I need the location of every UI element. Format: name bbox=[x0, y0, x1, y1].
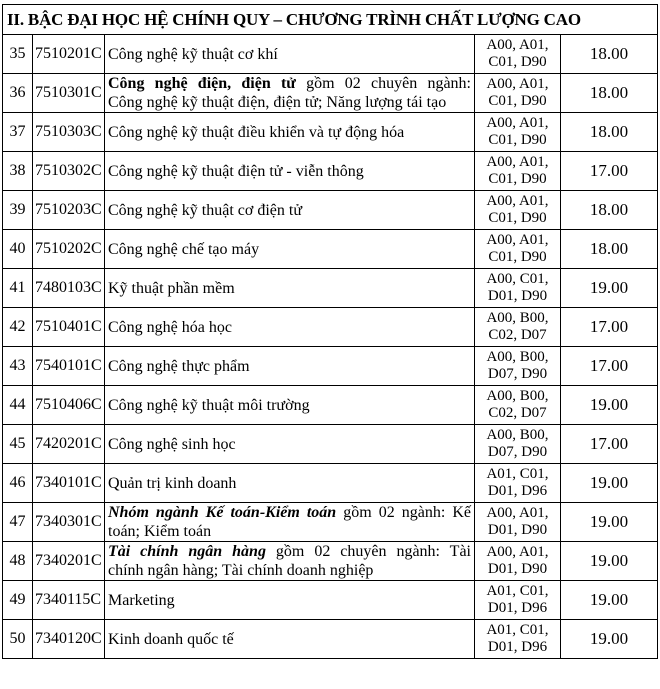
row-number: 41 bbox=[3, 269, 33, 308]
major-name: Công nghệ thực phẩm bbox=[105, 347, 475, 386]
row-number: 38 bbox=[3, 152, 33, 191]
major-code: 7510201C bbox=[33, 35, 105, 74]
subject-combination: A01, C01, D01, D96 bbox=[475, 464, 561, 503]
major-code: 7340115C bbox=[33, 581, 105, 620]
table-row bbox=[3, 230, 658, 269]
row-number: 50 bbox=[3, 620, 33, 659]
table-row bbox=[3, 35, 658, 74]
table-row bbox=[3, 152, 658, 191]
cutoff-score: 19.00 bbox=[561, 269, 658, 308]
subject-combination: A01, C01, D01, D96 bbox=[475, 620, 561, 659]
cutoff-score: 18.00 bbox=[561, 113, 658, 152]
subject-combination: A00, A01, C01, D90 bbox=[475, 191, 561, 230]
table-row bbox=[3, 542, 658, 581]
cutoff-score: 18.00 bbox=[561, 230, 658, 269]
table-row bbox=[3, 386, 658, 425]
subject-combination: A00, B00, D07, D90 bbox=[475, 347, 561, 386]
cutoff-score: 17.00 bbox=[561, 308, 658, 347]
row-number: 39 bbox=[3, 191, 33, 230]
row-number: 47 bbox=[3, 503, 33, 542]
row-number: 44 bbox=[3, 386, 33, 425]
major-name: Công nghệ sinh học bbox=[105, 425, 475, 464]
table-row bbox=[3, 191, 658, 230]
cutoff-score: 19.00 bbox=[561, 581, 658, 620]
major-name: Công nghệ hóa học bbox=[105, 308, 475, 347]
major-code: 7340120C bbox=[33, 620, 105, 659]
major-code: 7510203C bbox=[33, 191, 105, 230]
major-name: Kỹ thuật phần mềm bbox=[105, 269, 475, 308]
major-code: 7510401C bbox=[33, 308, 105, 347]
major-code: 7510406C bbox=[33, 386, 105, 425]
row-number: 35 bbox=[3, 35, 33, 74]
major-code: 7480103C bbox=[33, 269, 105, 308]
cutoff-score: 17.00 bbox=[561, 152, 658, 191]
major-name-emphasis: Công nghệ điện, điện tử bbox=[108, 75, 296, 92]
table-row bbox=[3, 503, 658, 542]
major-name: Công nghệ kỹ thuật môi trường bbox=[105, 386, 475, 425]
major-code: 7510303C bbox=[33, 113, 105, 152]
cutoff-score: 17.00 bbox=[561, 425, 658, 464]
table-row bbox=[3, 620, 658, 659]
subject-combination: A00, C01, D01, D90 bbox=[475, 269, 561, 308]
cutoff-score: 18.00 bbox=[561, 74, 658, 113]
table-row bbox=[3, 308, 658, 347]
cutoff-score: 17.00 bbox=[561, 347, 658, 386]
major-code: 7510302C bbox=[33, 152, 105, 191]
major-name: Công nghệ kỹ thuật cơ điện tử bbox=[105, 191, 475, 230]
subject-combination: A00, A01, C01, D90 bbox=[475, 35, 561, 74]
row-number: 49 bbox=[3, 581, 33, 620]
major-name: Nhóm ngành Kế toán-Kiểm toán gồm 02 ngành: Kế toán; Kiểm toán bbox=[105, 503, 475, 542]
cutoff-score: 19.00 bbox=[561, 542, 658, 581]
table-row bbox=[3, 425, 658, 464]
major-code: 7420201C bbox=[33, 425, 105, 464]
subject-combination: A01, C01, D01, D96 bbox=[475, 581, 561, 620]
row-number: 46 bbox=[3, 464, 33, 503]
row-number: 48 bbox=[3, 542, 33, 581]
row-number: 43 bbox=[3, 347, 33, 386]
major-code: 7510202C bbox=[33, 230, 105, 269]
table-row bbox=[3, 581, 658, 620]
subject-combination: A00, A01, C01, D90 bbox=[475, 152, 561, 191]
major-name: Công nghệ kỹ thuật điện tử - viễn thông bbox=[105, 152, 475, 191]
subject-combination: A00, B00, D07, D90 bbox=[475, 425, 561, 464]
subject-combination: A00, B00, C02, D07 bbox=[475, 308, 561, 347]
table-row bbox=[3, 269, 658, 308]
cutoff-score: 19.00 bbox=[561, 503, 658, 542]
row-number: 42 bbox=[3, 308, 33, 347]
subject-combination: A00, A01, C01, D90 bbox=[475, 74, 561, 113]
major-name-emphasis: Tài chính ngân hàng bbox=[108, 543, 266, 560]
subject-combination: A00, A01, D01, D90 bbox=[475, 542, 561, 581]
row-number: 37 bbox=[3, 113, 33, 152]
major-name: Kinh doanh quốc tế bbox=[105, 620, 475, 659]
major-name: Marketing bbox=[105, 581, 475, 620]
cutoff-score: 19.00 bbox=[561, 464, 658, 503]
row-number: 36 bbox=[3, 74, 33, 113]
subject-combination: A00, A01, D01, D90 bbox=[475, 503, 561, 542]
major-name-emphasis: Nhóm ngành Kế toán-Kiểm toán bbox=[108, 504, 337, 521]
major-name: Công nghệ chế tạo máy bbox=[105, 230, 475, 269]
major-name: Công nghệ kỹ thuật điều khiển và tự động hóa bbox=[105, 113, 475, 152]
subject-combination: A00, A01, C01, D90 bbox=[475, 113, 561, 152]
section-header-row bbox=[3, 5, 658, 35]
major-name: Quản trị kinh doanh bbox=[105, 464, 475, 503]
admission-score-table bbox=[2, 4, 658, 659]
major-name: Công nghệ kỹ thuật cơ khí bbox=[105, 35, 475, 74]
major-code: 7340301C bbox=[33, 503, 105, 542]
cutoff-score: 18.00 bbox=[561, 35, 658, 74]
row-number: 45 bbox=[3, 425, 33, 464]
table-row bbox=[3, 347, 658, 386]
cutoff-score: 19.00 bbox=[561, 386, 658, 425]
major-code: 7510301C bbox=[33, 74, 105, 113]
major-name: Công nghệ điện, điện tử gồm 02 chuyên ngành: Công nghệ kỹ thuật điện, điện tử; Năng lượng tái tạo bbox=[105, 74, 475, 113]
major-code: 7340101C bbox=[33, 464, 105, 503]
section-title: II. BẬC ĐẠI HỌC HỆ CHÍNH QUY – CHƯƠNG TRÌNH CHẤT LƯỢNG CAO bbox=[3, 5, 658, 35]
cutoff-score: 18.00 bbox=[561, 191, 658, 230]
subject-combination: A00, B00, C02, D07 bbox=[475, 386, 561, 425]
cutoff-score: 19.00 bbox=[561, 620, 658, 659]
table-row bbox=[3, 464, 658, 503]
table-row bbox=[3, 113, 658, 152]
row-number: 40 bbox=[3, 230, 33, 269]
major-name: Tài chính ngân hàng gồm 02 chuyên ngành: Tài chính ngân hàng; Tài chính doanh nghiệp bbox=[105, 542, 475, 581]
major-code: 7540101C bbox=[33, 347, 105, 386]
major-code: 7340201C bbox=[33, 542, 105, 581]
table-row bbox=[3, 74, 658, 113]
subject-combination: A00, A01, C01, D90 bbox=[475, 230, 561, 269]
